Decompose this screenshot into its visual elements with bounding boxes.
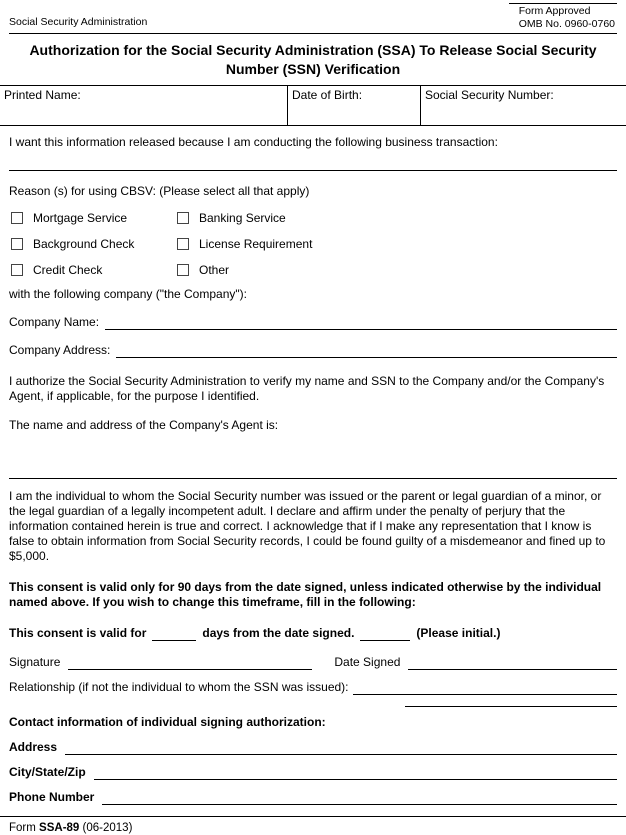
city-state-zip-input[interactable]: [94, 766, 617, 780]
consent-fill-row: [9, 626, 617, 641]
mortgage-service-label: Mortgage Service: [33, 210, 128, 225]
intro-text: I want this information released because I am conducting the following business transaction:: [9, 134, 498, 149]
company-name-row: [9, 315, 617, 330]
form-approved-text: Form Approved: [518, 5, 591, 17]
consent-days-input[interactable]: [152, 628, 196, 641]
consent-fill-middle: days from the date signed.: [202, 625, 355, 640]
background-check-label: Background Check: [33, 236, 135, 251]
city-state-zip-label: City/State/Zip: [9, 764, 86, 779]
footer-form-number: SSA-89: [39, 821, 80, 834]
mortgage-service-checkbox[interactable]: [11, 212, 23, 224]
phone-number-row: [9, 790, 617, 805]
relationship-row: [9, 680, 617, 695]
consent-initial-input[interactable]: [360, 628, 410, 641]
reason-banking-service[interactable]: [177, 211, 407, 226]
credit-check-label: Credit Check: [33, 262, 103, 277]
other-label: Other: [199, 262, 230, 277]
omb-approval-block: [509, 3, 617, 30]
phone-number-label: Phone Number: [9, 789, 95, 804]
reason-license-requirement[interactable]: [177, 237, 407, 252]
form-title: Authorization for the Social Security Administration (SSA) To Release Social Security Number (SSN) Verification: [29, 42, 597, 78]
company-lead-text: with the following company ("the Company"):: [9, 286, 247, 301]
license-requirement-checkbox[interactable]: [177, 238, 189, 250]
omb-number: OMB No. 0960-0760: [518, 17, 615, 30]
date-signed-label: Date Signed: [334, 654, 401, 669]
ssn-label: Social Security Number:: [425, 87, 554, 102]
agency-name: Social Security Administration: [9, 16, 148, 29]
ssn-field[interactable]: [420, 86, 626, 125]
banking-service-checkbox[interactable]: [177, 212, 189, 224]
reasons-label: Reason (s) for using CBSV: (Please select all that apply): [9, 183, 310, 198]
phone-number-input[interactable]: [102, 791, 617, 805]
printed-name-label: Printed Name:: [4, 87, 81, 102]
authorization-text: I authorize the Social Security Administration to verify my name and SSN to the Company and/or the Company's Agent, if applicable, for the purpose I identified.: [9, 373, 605, 403]
signature-row: [9, 655, 617, 670]
address-row: [9, 740, 617, 755]
relationship-continuation-input[interactable]: [405, 695, 617, 707]
form-footer: [9, 817, 617, 835]
reasons-checkbox-grid: [11, 211, 617, 278]
agent-name-address-input[interactable]: [9, 437, 617, 479]
reason-credit-check[interactable]: [11, 263, 177, 278]
banking-service-label: Banking Service: [199, 210, 286, 225]
credit-check-checkbox[interactable]: [11, 264, 23, 276]
date-of-birth-field[interactable]: [287, 86, 420, 125]
consent-fill-prefix: This consent is valid for: [9, 625, 147, 640]
footer-form-label: Form: [9, 821, 36, 834]
company-address-label: Company Address:: [9, 342, 111, 357]
footer-form-edition: (06-2013): [82, 821, 133, 834]
signature-label: Signature: [9, 654, 61, 669]
printed-name-field[interactable]: [0, 86, 287, 125]
date-signed-input[interactable]: [408, 656, 617, 670]
license-requirement-label: License Requirement: [199, 236, 313, 251]
company-address-input[interactable]: [116, 343, 617, 358]
reason-background-check[interactable]: [11, 237, 177, 252]
relationship-input[interactable]: [353, 681, 617, 695]
background-check-checkbox[interactable]: [11, 238, 23, 250]
address-label: Address: [9, 739, 58, 754]
company-address-row: [9, 343, 617, 358]
relationship-label: Relationship (if not the individual to whom the SSN was issued):: [9, 679, 349, 694]
form-header: [9, 3, 617, 34]
agent-label: The name and address of the Company's Agent is:: [9, 417, 279, 432]
company-name-label: Company Name:: [9, 314, 100, 329]
company-name-input[interactable]: [105, 315, 617, 330]
signature-input[interactable]: [68, 656, 312, 670]
contact-heading: Contact information of individual signing authorization:: [9, 714, 326, 729]
city-state-zip-row: [9, 765, 617, 780]
address-input[interactable]: [65, 741, 617, 755]
consent-paragraph: This consent is valid only for 90 days from the date signed, unless indicated otherwise by the individual named above. If you wish to change this timeframe, fill in the following:: [9, 579, 602, 609]
other-checkbox[interactable]: [177, 264, 189, 276]
consent-fill-suffix: (Please initial.): [416, 625, 501, 640]
identity-fields-table: [0, 85, 626, 126]
reason-mortgage-service[interactable]: [11, 211, 177, 226]
date-of-birth-label: Date of Birth:: [292, 87, 363, 102]
reason-other[interactable]: [177, 263, 407, 278]
business-transaction-input[interactable]: [9, 150, 617, 171]
declaration-text: I am the individual to whom the Social Security number was issued or the parent or legal guardian of a minor, or the legal guardian of a legally incompetent adult. I declare and affirm under the penalty of perjury that the information contained herein is true and correct. I acknowledge that if I make any representation that I know is false to obtain information from Social Security records, I could be found guilty of a misdemeanor and fined up to $5,000.: [9, 488, 606, 563]
